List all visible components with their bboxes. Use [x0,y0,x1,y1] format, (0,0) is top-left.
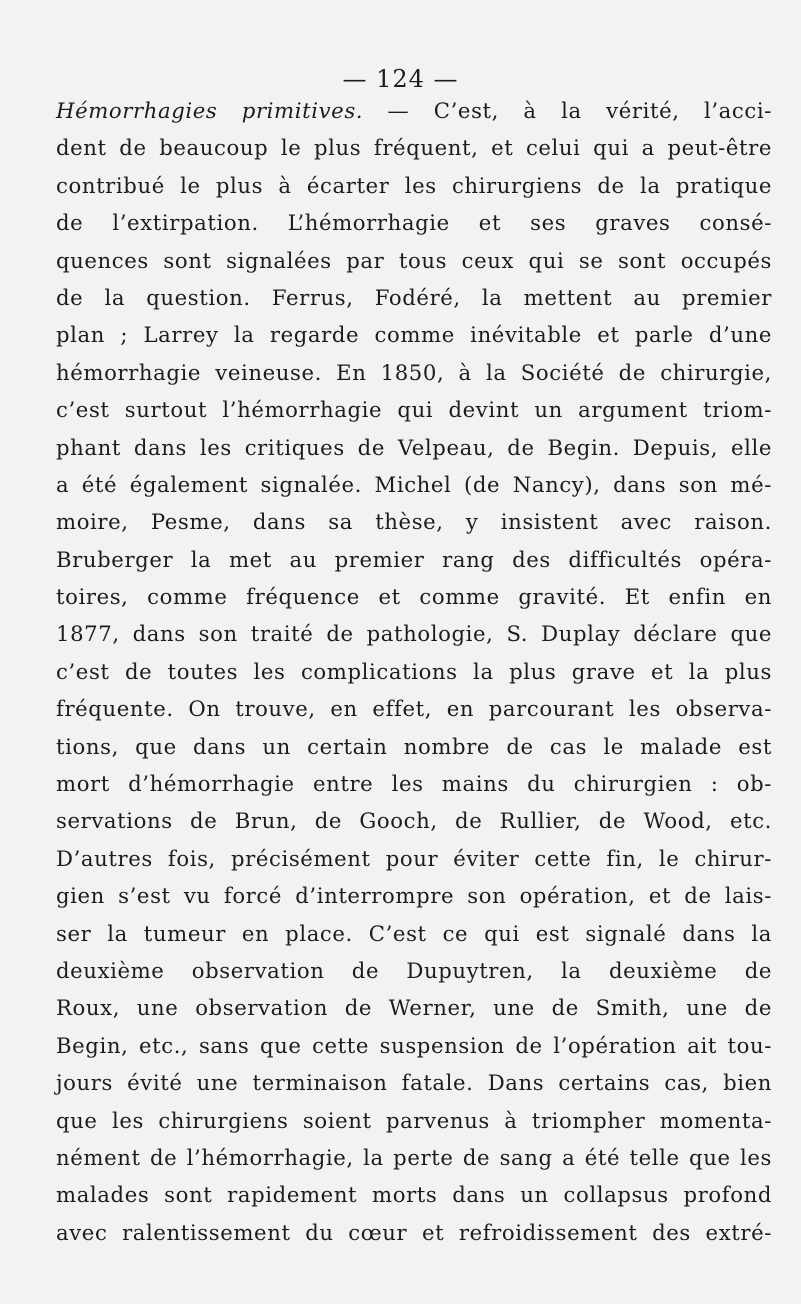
text-line: jours évité une terminaison fatale. Dans certains cas, bien [56,1070,772,1096]
text-line: c’est de toutes les complications la plus grave et la plus [56,658,772,684]
text-line: phant dans les critiques de Velpeau, de Begin. Depuis, elle [56,434,772,460]
text-line: toires, comme fréquence et comme gravité. Et enfin en [56,584,772,610]
text-line: a été également signalée. Michel (de Nancy), dans son mé- [56,471,772,497]
page-number: — 124 — [342,65,459,93]
text-line: de l’extirpation. L’hémorrhagie et ses graves consé- [56,210,772,236]
text-line: Bruberger la met au premier rang des difficultés opéra- [56,546,772,572]
text-line: tions, que dans un certain nombre de cas le malade est [56,733,772,759]
text-line: Roux, une observation de Werner, une de Smith, une de [56,995,772,1021]
text-line: dent de beaucoup le plus fréquent, et celui qui a peut-être [56,135,772,161]
text-line: que les chirurgiens soient parvenus à triompher momenta- [56,1107,772,1133]
text-line: contribué le plus à écarter les chirurgiens de la pratique [56,172,772,198]
body-paragraph [56,92,772,1251]
text-line: quences sont signalées par tous ceux qui se sont occupés [56,247,772,273]
text-line: Begin, etc., sans que cette suspension de l’opération ait tou- [56,1032,772,1058]
text-line: moire, Pesme, dans sa thèse, y insistent avec raison. [56,509,772,535]
section-heading-italic: Hémorrhagies primitives. [56,98,364,123]
text-line: fréquente. On trouve, en effet, en parcourant les observa- [56,696,772,722]
text-line: de la question. Ferrus, Fodéré, la mettent au premier [56,284,772,310]
text-line: D’autres fois, précisément pour éviter cette fin, le chirur- [56,845,772,871]
text-line: deuxième observation de Dupuytren, la deuxième de [56,957,772,983]
text-line: ser la tumeur en place. C’est ce qui est signalé dans la [56,920,772,946]
text-line: nément de l’hémorrhagie, la perte de sang a été telle que les [56,1144,772,1170]
text-line: 1877, dans son traité de pathologie, S. Duplay déclare que [56,621,772,647]
text-line: servations de Brun, de Gooch, de Rullier, de Wood, etc. [56,808,772,834]
text-line: mort d’hémorrhagie entre les mains du chirurgien : ob- [56,771,772,797]
text-line: malades sont rapidement morts dans un collapsus profond [56,1182,772,1208]
text-line: gien s’est vu forcé d’interrompre son opération, et de lais- [56,883,772,909]
text-line: c’est surtout l’hémorrhagie qui devint un argument triom- [56,397,772,423]
text-line: plan ; Larrey la regarde comme inévitable et parle d’une [56,322,772,348]
text-line: avec ralentissement du cœur et refroidissement des extré- [56,1219,772,1245]
text-line [56,92,772,129]
first-line-text: — C’est, à la vérité, l’acci- [363,98,772,123]
text-line: hémorrhagie veineuse. En 1850, à la Société de chirurgie, [56,359,772,385]
